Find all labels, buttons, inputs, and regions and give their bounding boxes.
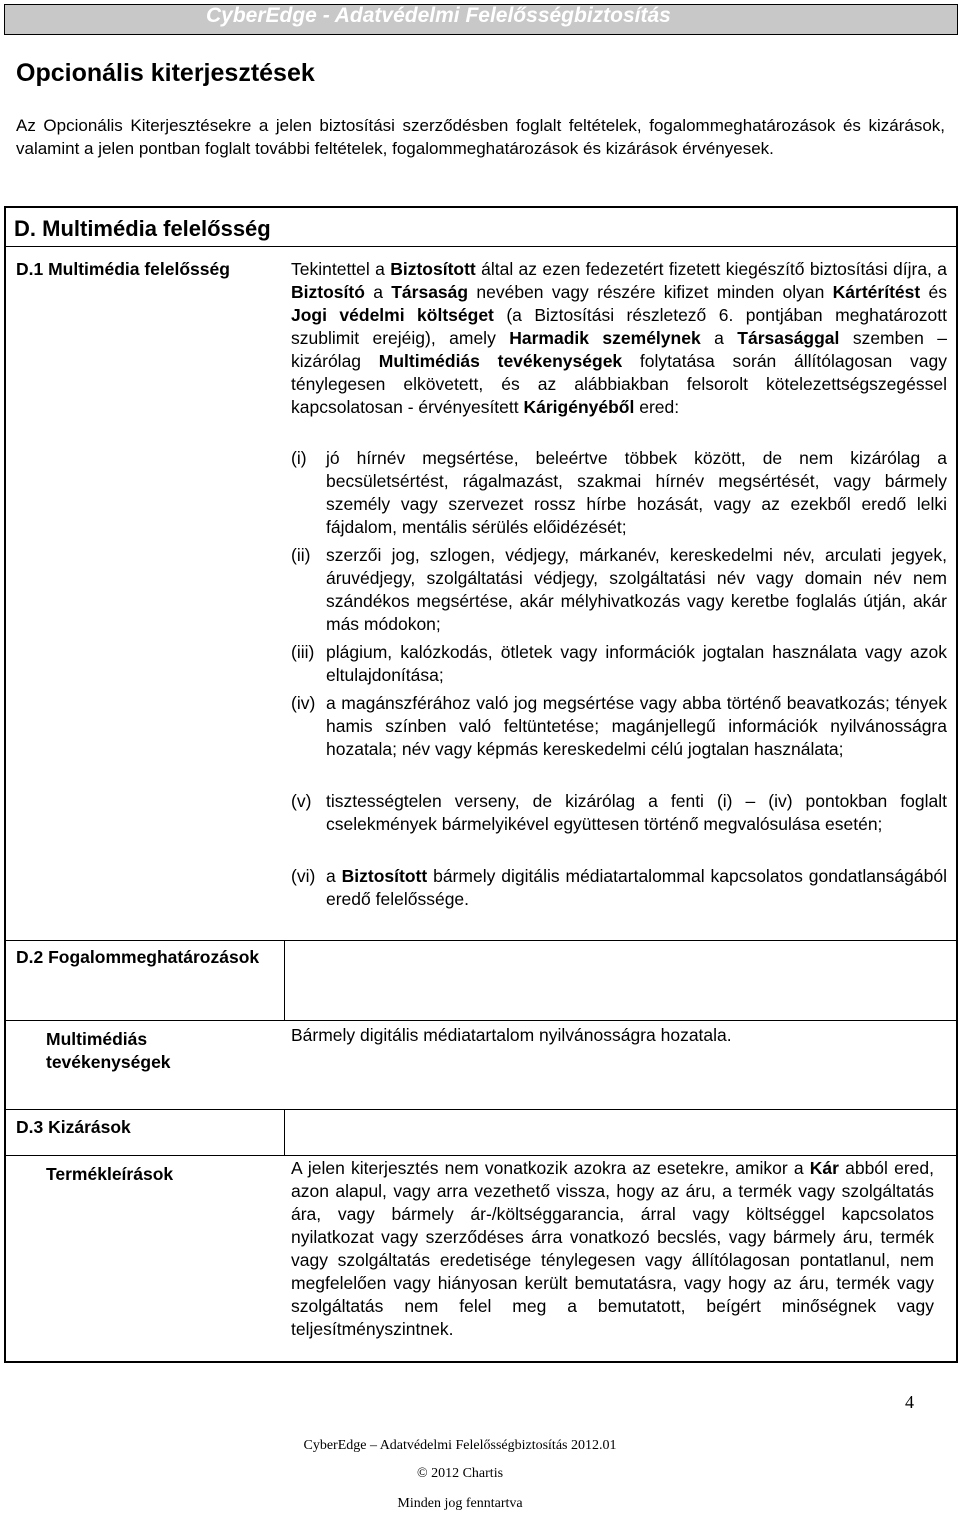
box-title: D. Multimédia felelősség bbox=[14, 216, 271, 241]
header-title: CyberEdge - Adatvédelmi Felelősségbiztosítás bbox=[206, 4, 671, 27]
column-divider bbox=[284, 940, 285, 1021]
divider-d3 bbox=[4, 1109, 958, 1110]
d3-paragraph: A jelen kiterjesztés nem vonatkozik azokra az esetekre, amikor a Kár abból ered, azon alapul, vagy arra vezethető vissza, hogy az áru, a termék vagy szolgáltatás ára, vagy bármely ár-/költséggarancia, árral vagy költséggel kapcsolatos nyilatkozat vagy szerződéses árra vonatkozó becslés, vagy bármely áru, termék vagy szolgáltatás eredetisége ténylegesen vagy állítólagosan pontatlanul, nem megfelelően vagy hiányosan került bemutatásra, vagy hogy az áru, termék vagy szolgáltatás nem felel meg a bemutatott, beígért minőségnek vagy teljesítményszintnek. bbox=[291, 1158, 934, 1339]
list-item: (i) jó hírnév megsértése, beleértve többek között, de nem kizárólag a becsületsértést, rágalmazást, szakmai hírnév megsértését, vagy bármely személy vagy szervezet rossz hírbe hozását, vagy az ezekből eredő lelki fájdalom, mentális sérülés előidézését; bbox=[291, 448, 947, 537]
divider-title bbox=[4, 246, 958, 247]
d2-definition: Bármely digitális médiatartalom nyilvánosságra hozatala. bbox=[291, 1025, 732, 1045]
page-number: 4 bbox=[905, 1392, 914, 1412]
d2-term: Multimédiás tevékenységek bbox=[46, 1029, 171, 1072]
intro-paragraph: Az Opcionális Kiterjesztésekre a jelen biztosítási szerződésben foglalt feltételek, fogalommeghatározások és kizárások, valamint a jelen pontban foglalt további feltételek, fogalommeghatározások és kizárások érvényesek. bbox=[16, 116, 945, 158]
d3-label: D.3 Kizárások bbox=[16, 1117, 131, 1137]
footer-rights: Minden jog fenntartva bbox=[397, 1496, 523, 1511]
column-divider bbox=[284, 1109, 285, 1156]
d2-label: D.2 Fogalommeghatározások bbox=[16, 947, 260, 967]
list-item: (v) tisztességtelen verseny, de kizárólag a fenti (i) – (iv) pontokban foglalt cselekmények bármelyikével együttesen történő megvalósulása esetén; bbox=[291, 791, 947, 834]
list-item: (vi) a Biztosított bármely digitális médiatartalommal kapcsolatos gondatlanságából eredő felelőssége. bbox=[291, 866, 947, 909]
footer-product: CyberEdge – Adatvédelmi Felelősségbiztosítás 2012.01 bbox=[303, 1438, 617, 1453]
list-item: (ii) szerzői jog, szlogen, védjegy, márkanév, kereskedelmi név, arculati jegyek, áruvédjegy, szolgáltatási védjegy, szolgáltatási név vagy domain név nem szándékos megsértése, akár mélyhivatkozás vagy keretbe foglalás útján, akár más módokon; bbox=[291, 545, 947, 634]
d1-paragraph: Tekintettel a Biztosított által az ezen fedezetért fizetett kiegészítő biztosítási díjra, a Biztosító a Társaság nevében vagy részére kifizet minden olyan Kártérítést és Jogi védelmi költséget (a Biztosítási részletező 6. pontjában meghatározott szublimit erejéig), amely Harmadik személynek a Társasággal szemben – kizárólag Multimédiás tevékenységek folytatása során állítólagosan vagy ténylegesen elkövetett, és az alábbiakban felsorolt kötelezettségszegéssel kapcsolatosan - érvényesített Kárigényéből ered: bbox=[291, 259, 947, 417]
section-title: Opcionális kiterjesztések bbox=[16, 59, 315, 87]
footer-copyright: © 2012 Chartis bbox=[416, 1466, 504, 1481]
divider-d2 bbox=[4, 940, 958, 941]
list-item: (iii) plágium, kalózkodás, ötletek vagy információk jogtalan használata vagy azok eltulajdonítása; bbox=[291, 642, 947, 685]
d3-term: Termékleírások bbox=[46, 1164, 174, 1184]
divider-d2-term bbox=[4, 1020, 958, 1021]
d1-label: D.1 Multimédia felelősség bbox=[16, 259, 230, 279]
divider-d3-term bbox=[4, 1155, 958, 1156]
list-item: (iv) a magánszférához való jog megsértése vagy abba történő beavatkozás; tények hamis színben való feltüntetése; magánjellegű információk nyilvánosságra hozatala; név vagy képmás kereskedelmi célú jogtalan használata; bbox=[291, 693, 947, 759]
